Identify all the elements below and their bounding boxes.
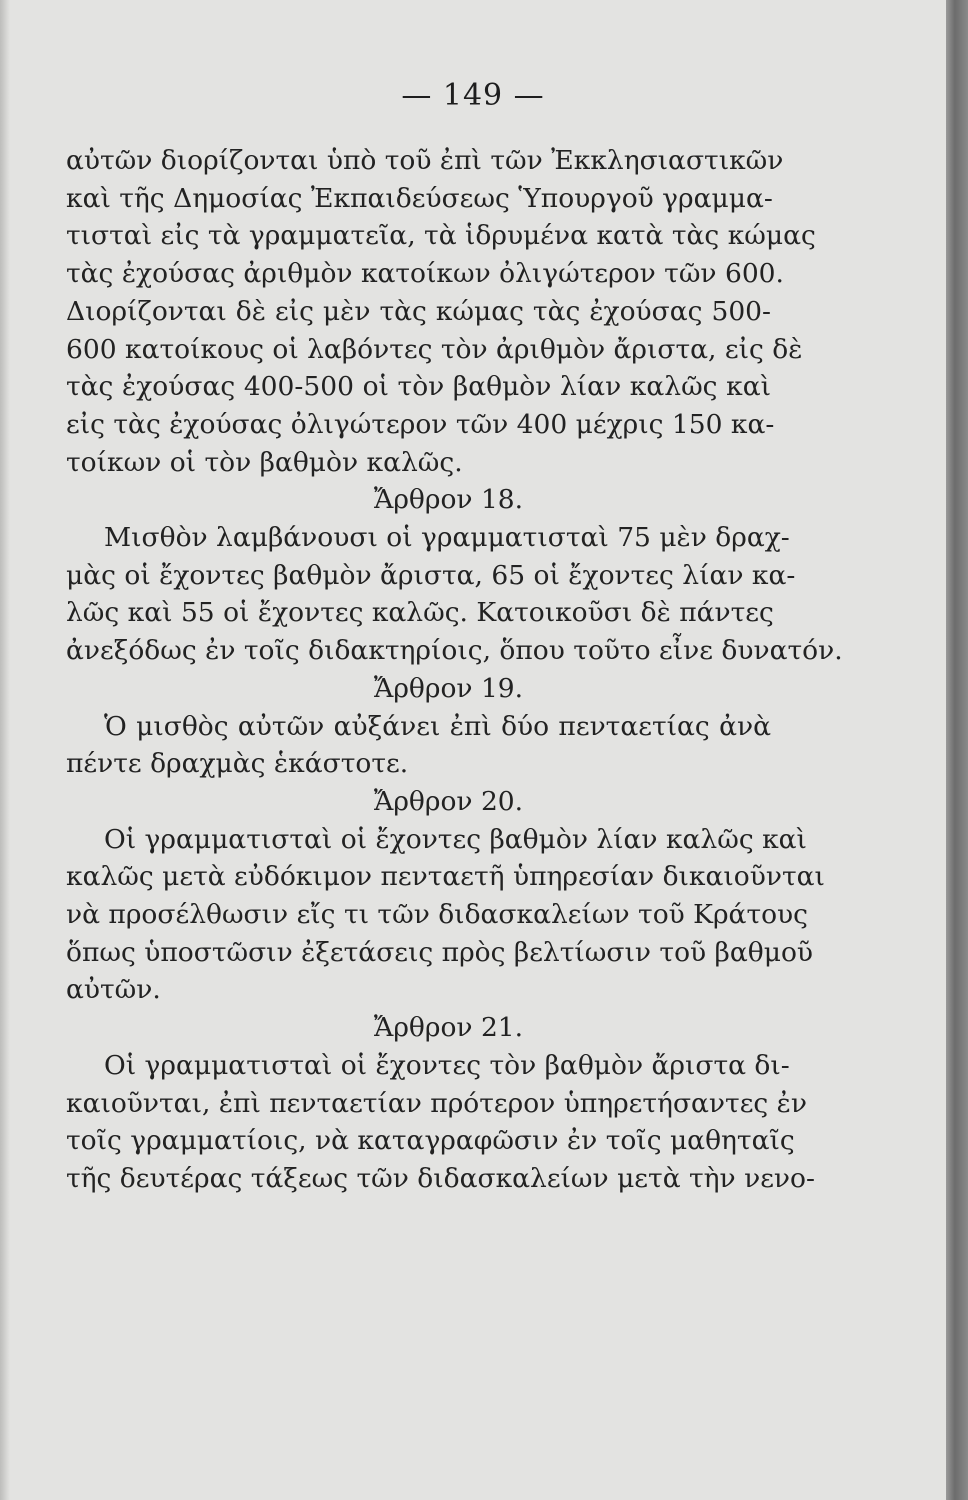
page-gutter-shadow bbox=[0, 0, 10, 1500]
text-line: ὅπως ὑποστῶσιν ἐξετάσεις πρὸς βελτίωσιν τοῦ βαθμοῦ bbox=[66, 936, 814, 968]
text-line: καιοῦνται, ἐπὶ πενταετίαν πρότερον ὑπηρετήσαντες ἐν bbox=[66, 1087, 808, 1119]
text-line: εἰς τὰς ἐχούσας ὀλιγώτερον τῶν 400 μέχρις 150 κα- bbox=[66, 408, 775, 440]
paragraph-first-line: Ὁ μισθὸς αὐτῶν αὐξάνει ἐπὶ δύο πενταετίας ἀνὰ bbox=[104, 710, 771, 742]
page-body-text bbox=[66, 142, 843, 1198]
text-line: τισταὶ εἰς τὰ γραμματεῖα, τὰ ἱδρυμένα κατὰ τὰς κώμας bbox=[66, 220, 816, 252]
paragraph-first-line: Οἱ γραμματισταὶ οἱ ἔχοντες βαθμὸν λίαν καλῶς καὶ bbox=[104, 823, 807, 855]
page-number: — 149 — bbox=[401, 78, 545, 113]
text-line: λῶς καὶ 55 οἱ ἔχοντες καλῶς. Κατοικοῦσι δὲ πάντες bbox=[66, 597, 774, 629]
paragraph-last-line: πέντε δραχμὰς ἑκάστοτε. bbox=[66, 748, 409, 780]
text-line: τὰς ἐχούσας ἀριθμὸν κατοίκων ὀλιγώτερον τῶν 600. bbox=[66, 258, 784, 290]
article-heading: Ἄρθρον 21. bbox=[373, 1012, 524, 1044]
text-line: μὰς οἱ ἔχοντες βαθμὸν ἄριστα, 65 οἱ ἔχοντες λίαν κα- bbox=[66, 559, 796, 591]
text-line: νὰ προσέλθωσιν εἴς τι τῶν διδασκαλείων τοῦ Κράτους bbox=[66, 899, 809, 931]
paragraph-first-line: Μισθὸν λαμβάνουσι οἱ γραμματισταὶ 75 μὲν δραχ- bbox=[104, 522, 790, 554]
paragraph-last-line: ἀνεξόδως ἐν τοῖς διδακτηρίοις, ὅπου τοῦτο εἶνε δυνατόν. bbox=[66, 635, 843, 667]
article-heading: Ἄρθρον 20. bbox=[373, 785, 524, 817]
paragraph-first-line: Οἱ γραμματισταὶ οἱ ἔχοντες τὸν βαθμὸν ἄριστα δι- bbox=[104, 1049, 790, 1081]
text-line: τῆς δευτέρας τάξεως τῶν διδασκαλείων μετὰ τὴν νενο- bbox=[66, 1162, 815, 1194]
paragraph-last-line: τοίκων οἱ τὸν βαθμὸν καλῶς. bbox=[66, 446, 463, 478]
paragraph-last-line: αὐτῶν. bbox=[66, 974, 161, 1006]
text-line: τοῖς γραμματίοις, νὰ καταγραφῶσιν ἐν τοῖς μαθηταῖς bbox=[66, 1125, 795, 1157]
text-line: Διορίζονται δὲ εἰς μὲν τὰς κώμας τὰς ἐχούσας 500- bbox=[66, 295, 771, 327]
article-heading: Ἄρθρον 18. bbox=[373, 484, 524, 516]
text-line: καὶ τῆς Δημοσίας Ἐκπαιδεύσεως Ὑπουργοῦ γραμμα- bbox=[66, 182, 773, 214]
page-edge bbox=[946, 0, 968, 1500]
article-heading: Ἄρθρον 19. bbox=[373, 672, 524, 704]
text-line: τὰς ἐχούσας 400-500 οἱ τὸν βαθμὸν λίαν καλῶς καὶ bbox=[66, 371, 771, 403]
text-line: αὐτῶν διορίζονται ὑπὸ τοῦ ἐπὶ τῶν Ἐκκλησιαστικῶν bbox=[66, 145, 784, 176]
text-line: καλῶς μετὰ εὐδόκιμον πενταετῆ ὑπηρεσίαν δικαιοῦνται bbox=[66, 861, 825, 893]
text-line: 600 κατοίκους οἱ λαβόντες τὸν ἀριθμὸν ἄριστα, εἰς δὲ bbox=[66, 333, 803, 365]
